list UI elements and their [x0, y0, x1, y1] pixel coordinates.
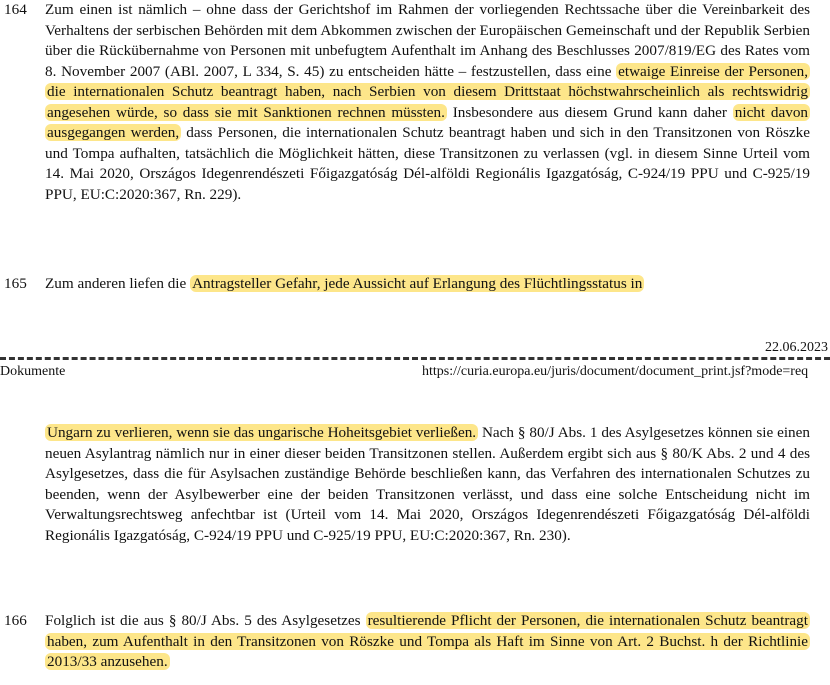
highlight-165-1: Antragsteller Gefahr, jede Aussicht auf Erlangung des Flüchtlingsstatus in [192, 275, 643, 292]
print-date: 22.06.2023 [765, 340, 828, 355]
paragraph-166-text-1: Folglich ist die aus § 80/J Abs. 5 des Asylgesetzes [45, 612, 366, 629]
paragraph-number-164: 164 [4, 1, 27, 18]
paragraph-165-text-1: Zum anderen liefen die [45, 275, 191, 292]
highlight-164-1: etwaige Einreise der Personen, die internationalen Schutz beantragt haben, nach Serbien von diesem Drittstaat höchstwahrscheinlich als rechtswidrig angesehen würde, so dass sie mit Sanktionen rechnen müssten. [47, 62, 808, 121]
page-header-left: Dokumente [0, 364, 66, 379]
paragraph-165-part-1 [45, 274, 810, 295]
paragraph-165-text-2: Nach § 80/J Abs. 1 des Asylgesetzes können sie einen neuen Asylantrag nämlich nur in einer dieser beiden Transitzonen stellen. Außerdem ergibt sich aus § 80/K Abs. 2 und 4 des Asylgesetzes, dass die für Asylsachen zuständige Behörde beschließen kann, das Verfahren des internationalen Schutzes zu beenden, wenn der Asylbewerber eine der beiden Transitzonen verlässt, und dass eine solche Entscheidung nicht im Verwaltungsrechtsweg anfechtbar ist (Urteil vom 14. Mai 2020, Országos Idegenrendészeti Főigazgatóság Dél-alföldi Regionális Igazgatóság, C-924/19 PPU und C-925/19 PPU, EU:C:2020:367, Rn. 230). [45, 424, 810, 544]
paragraph-165-part-2 [45, 423, 810, 546]
paragraph-164 [45, 0, 810, 205]
paragraph-number-165: 165 [4, 275, 27, 292]
paragraph-164-text-1: Zum einen ist nämlich – ohne dass der Gerichtshof im Rahmen der vorliegenden Rechtssache über die Vereinbarkeit des Verhaltens der serbischen Behörden mit dem Abkommen zwischen der Europäischen Gemeinschaft und der Republik Serbien über die Rückübernahme von Personen mit unbefugtem Aufenthalt im Anhang des Beschlusses 2007/819/EG des Rates vom 8. November 2007 (ABl. 2007, L 334, S. 45) zu entscheiden hätte – festzustellen, dass eine [45, 1, 810, 80]
highlight-166-1: resultierende Pflicht der Personen, die internationalen Schutz beantragt haben, zum Aufenthalt in den Transitzonen von Röszke und Tompa als Haft im Sinne von Art. 2 Buchst. h der Richtlinie 2013/33 anzusehen. [47, 612, 808, 670]
page-header-url: https://curia.europa.eu/juris/document/document_print.jsf?mode=req [422, 364, 809, 379]
paragraph-number-166: 166 [4, 612, 27, 629]
highlight-164-2: nicht davon ausgegangen werden, [47, 103, 809, 141]
highlight-165-2: Ungarn zu verlieren, wenn sie das ungarische Hoheitsgebiet verließen. [47, 424, 477, 441]
paragraph-166 [45, 611, 810, 673]
page-break-divider [0, 357, 830, 360]
paragraph-164-text-2: Insbesondere aus diesem Grund kann daher [446, 103, 733, 121]
paragraph-164-text-3: dass Personen, die internationalen Schutz beantragt haben und sich in den Transitzonen von Röszke und Tompa aufhalten, tatsächlich die Möglichkeit hätten, diese Transitzonen zu verlassen (vgl. in diesem Sinne Urteil vom 14. Mai 2020, Országos Idegenrendészeti Főigazgatóság Dél-alföldi Regionális Igazgatóság, C-924/19 PPU und C-925/19 PPU, EU:C:2020:367, Rn. 229). [45, 124, 811, 203]
